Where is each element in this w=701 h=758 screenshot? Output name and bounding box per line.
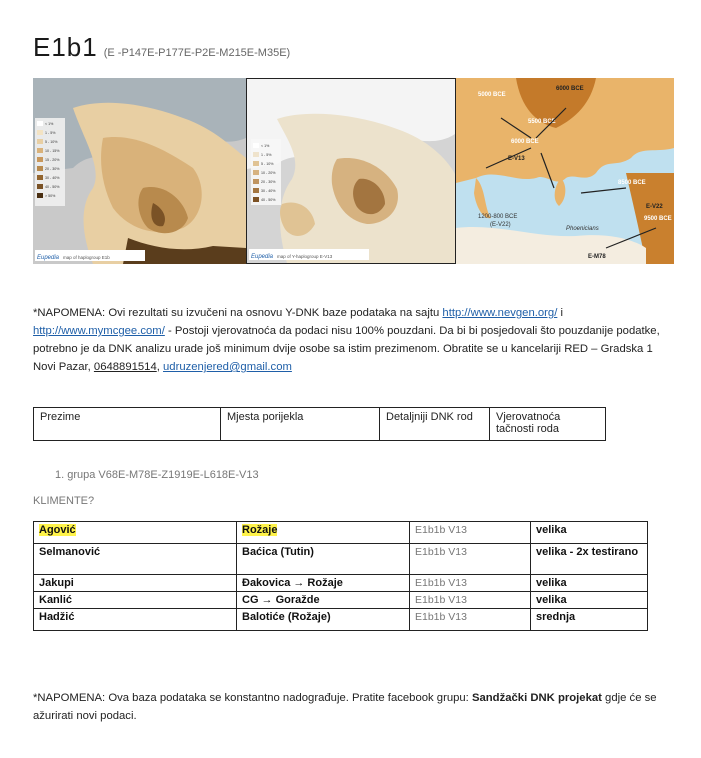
table-row [34, 609, 648, 631]
header-prezime: Prezime [34, 408, 221, 441]
cell-mjesto: Baćica (Tutin) [237, 544, 410, 575]
map2-caption-text: map of Y-haplogroup E-V13 [277, 254, 333, 259]
facebook-group-name: Sandžački DNK projekat [471, 692, 602, 704]
map1-legend-item: 10 - 15% [45, 149, 60, 153]
note1-sep: , [156, 361, 164, 373]
map3-label: E-V22 [646, 204, 663, 210]
note2-text-a: *NAPOMENA: Ova baza podataka se konstantno nadograđuje. Pratite facebook grupu: [33, 692, 472, 704]
mymcgee-link[interactable]: http://www.mymcgee.com/ [33, 325, 165, 337]
table-row [34, 522, 648, 544]
cell-mjesto: Balotiće (Rožaje) [237, 609, 410, 631]
cell-vjerovatnoca: velika - 2x testirano [531, 544, 648, 575]
cell-rod: E1b1b V13 [410, 522, 531, 544]
map-e1b-distribution [33, 78, 246, 264]
table-row [34, 575, 648, 592]
cell-rod: E1b1b V13 [410, 544, 531, 575]
map1-legend-item: < 1% [45, 122, 54, 126]
map3-label: 9500 BCE [644, 216, 672, 222]
map2-legend-item: 10 - 20% [261, 171, 276, 175]
header-mjesta: Mjesta porijekla [221, 408, 380, 441]
map3-label: 5500 BCE [528, 119, 556, 125]
map1-legend-item: 15 - 20% [45, 158, 60, 162]
map1-legend-item: 40 - 50% [45, 185, 60, 189]
cell-prezime: Jakupi [34, 575, 237, 592]
map1-caption-text: map of haplogroup E1b [63, 255, 110, 260]
cell-mjesto: Đakovica → Rožaje [237, 575, 410, 592]
phone-number: 0648891514 [93, 361, 157, 373]
cell-vjerovatnoca: srednja [531, 609, 648, 631]
map3-label: Phoenicians [566, 226, 599, 232]
map1-legend-item: 30 - 40% [45, 176, 60, 180]
note1-text-c: - Postoji vjerovatnoća da podaci nisu 100% pouzdani. Da bi bi posjedovali što pouzdanije podatke, potrebno je da DNK analizu urade još minimum dvije osobe sa istim prezimenom. Obratite se u kancelariji RED – Gradska 1 Novi Pazar, [33, 325, 660, 373]
map2-legend [251, 139, 281, 205]
header-dnk-rod: Detaljniji DNK rod [380, 408, 490, 441]
klimente-label: KLIMENTE? [33, 495, 95, 507]
column-header-table [33, 407, 606, 441]
map-e-v13-migration [456, 78, 674, 264]
map2-caption-brand: Eupedia [251, 254, 274, 260]
map2-legend-item: 20 - 30% [261, 180, 276, 184]
map1-caption-brand: Eupedia [37, 255, 60, 261]
cell-prezime: Kanlić [34, 592, 237, 609]
table-row [34, 544, 648, 575]
map-e-v13-distribution [246, 78, 456, 264]
map1-legend-item: > 50% [45, 194, 56, 198]
email-link[interactable]: udruzenjered@gmail.com [163, 361, 292, 373]
cell-prezime: Agović [39, 524, 76, 536]
map3-label: 8500 BCE [618, 180, 646, 186]
note-database-updates [33, 689, 673, 725]
map3-label: (E-V22) [490, 222, 511, 228]
table-row [34, 592, 648, 609]
cell-prezime: Hadžić [34, 609, 237, 631]
note1-text-b: i [557, 307, 563, 319]
map3-label: 6000 BCE [511, 139, 539, 145]
cell-vjerovatnoca: velika [531, 592, 648, 609]
map3-label: 5000 BCE [478, 92, 506, 98]
page-title [33, 32, 290, 63]
cell-prezime: Selmanović [34, 544, 237, 575]
cell-mjesto: Rožaje [242, 524, 278, 536]
map3-label: 6000 BCE [556, 86, 584, 92]
group-heading: 1. grupa V68E-M78E-Z1919E-L618E-V13 [55, 469, 259, 481]
note2-text-b: gdje će se ažurirati novi podaci. [33, 692, 657, 722]
map1-legend [35, 118, 65, 206]
map1-legend-item: 5 - 10% [45, 140, 58, 144]
note-source-disclaimer [33, 304, 673, 376]
map3-label: E-V13 [508, 156, 525, 162]
nevgen-link[interactable]: http://www.nevgen.org/ [442, 307, 558, 319]
cell-rod: E1b1b V13 [410, 575, 531, 592]
map3-label: E-M78 [588, 254, 606, 260]
cell-vjerovatnoca: velika [531, 575, 648, 592]
cell-rod: E1b1b V13 [410, 592, 531, 609]
map2-legend-item: < 1% [261, 144, 270, 148]
map2-legend-item: 30 - 40% [261, 189, 276, 193]
map2-legend-item: 1 - 5% [261, 153, 272, 157]
map3-label: 1200-800 BCE [478, 214, 518, 220]
title-markers: (E -P147E-P177E-P2E-M215E-M35E) [103, 47, 291, 59]
map2-legend-item: 40 - 50% [261, 198, 276, 202]
header-vjerovatnoca: Vjerovatnoća tačnosti roda [490, 408, 606, 441]
title-main: E1b1 [33, 32, 98, 62]
surname-table [33, 521, 648, 631]
cell-rod: E1b1b V13 [410, 609, 531, 631]
map1-legend-item: 20 - 30% [45, 167, 60, 171]
note1-text-a: *NAPOMENA: Ovi rezultati su izvučeni na osnovu Y-DNK baze podataka na sajtu [33, 307, 443, 319]
map2-legend-item: 5 - 10% [261, 162, 274, 166]
cell-vjerovatnoca: velika [531, 522, 648, 544]
cell-mjesto: CG → Goražde [237, 592, 410, 609]
map1-legend-item: 1 - 5% [45, 131, 56, 135]
